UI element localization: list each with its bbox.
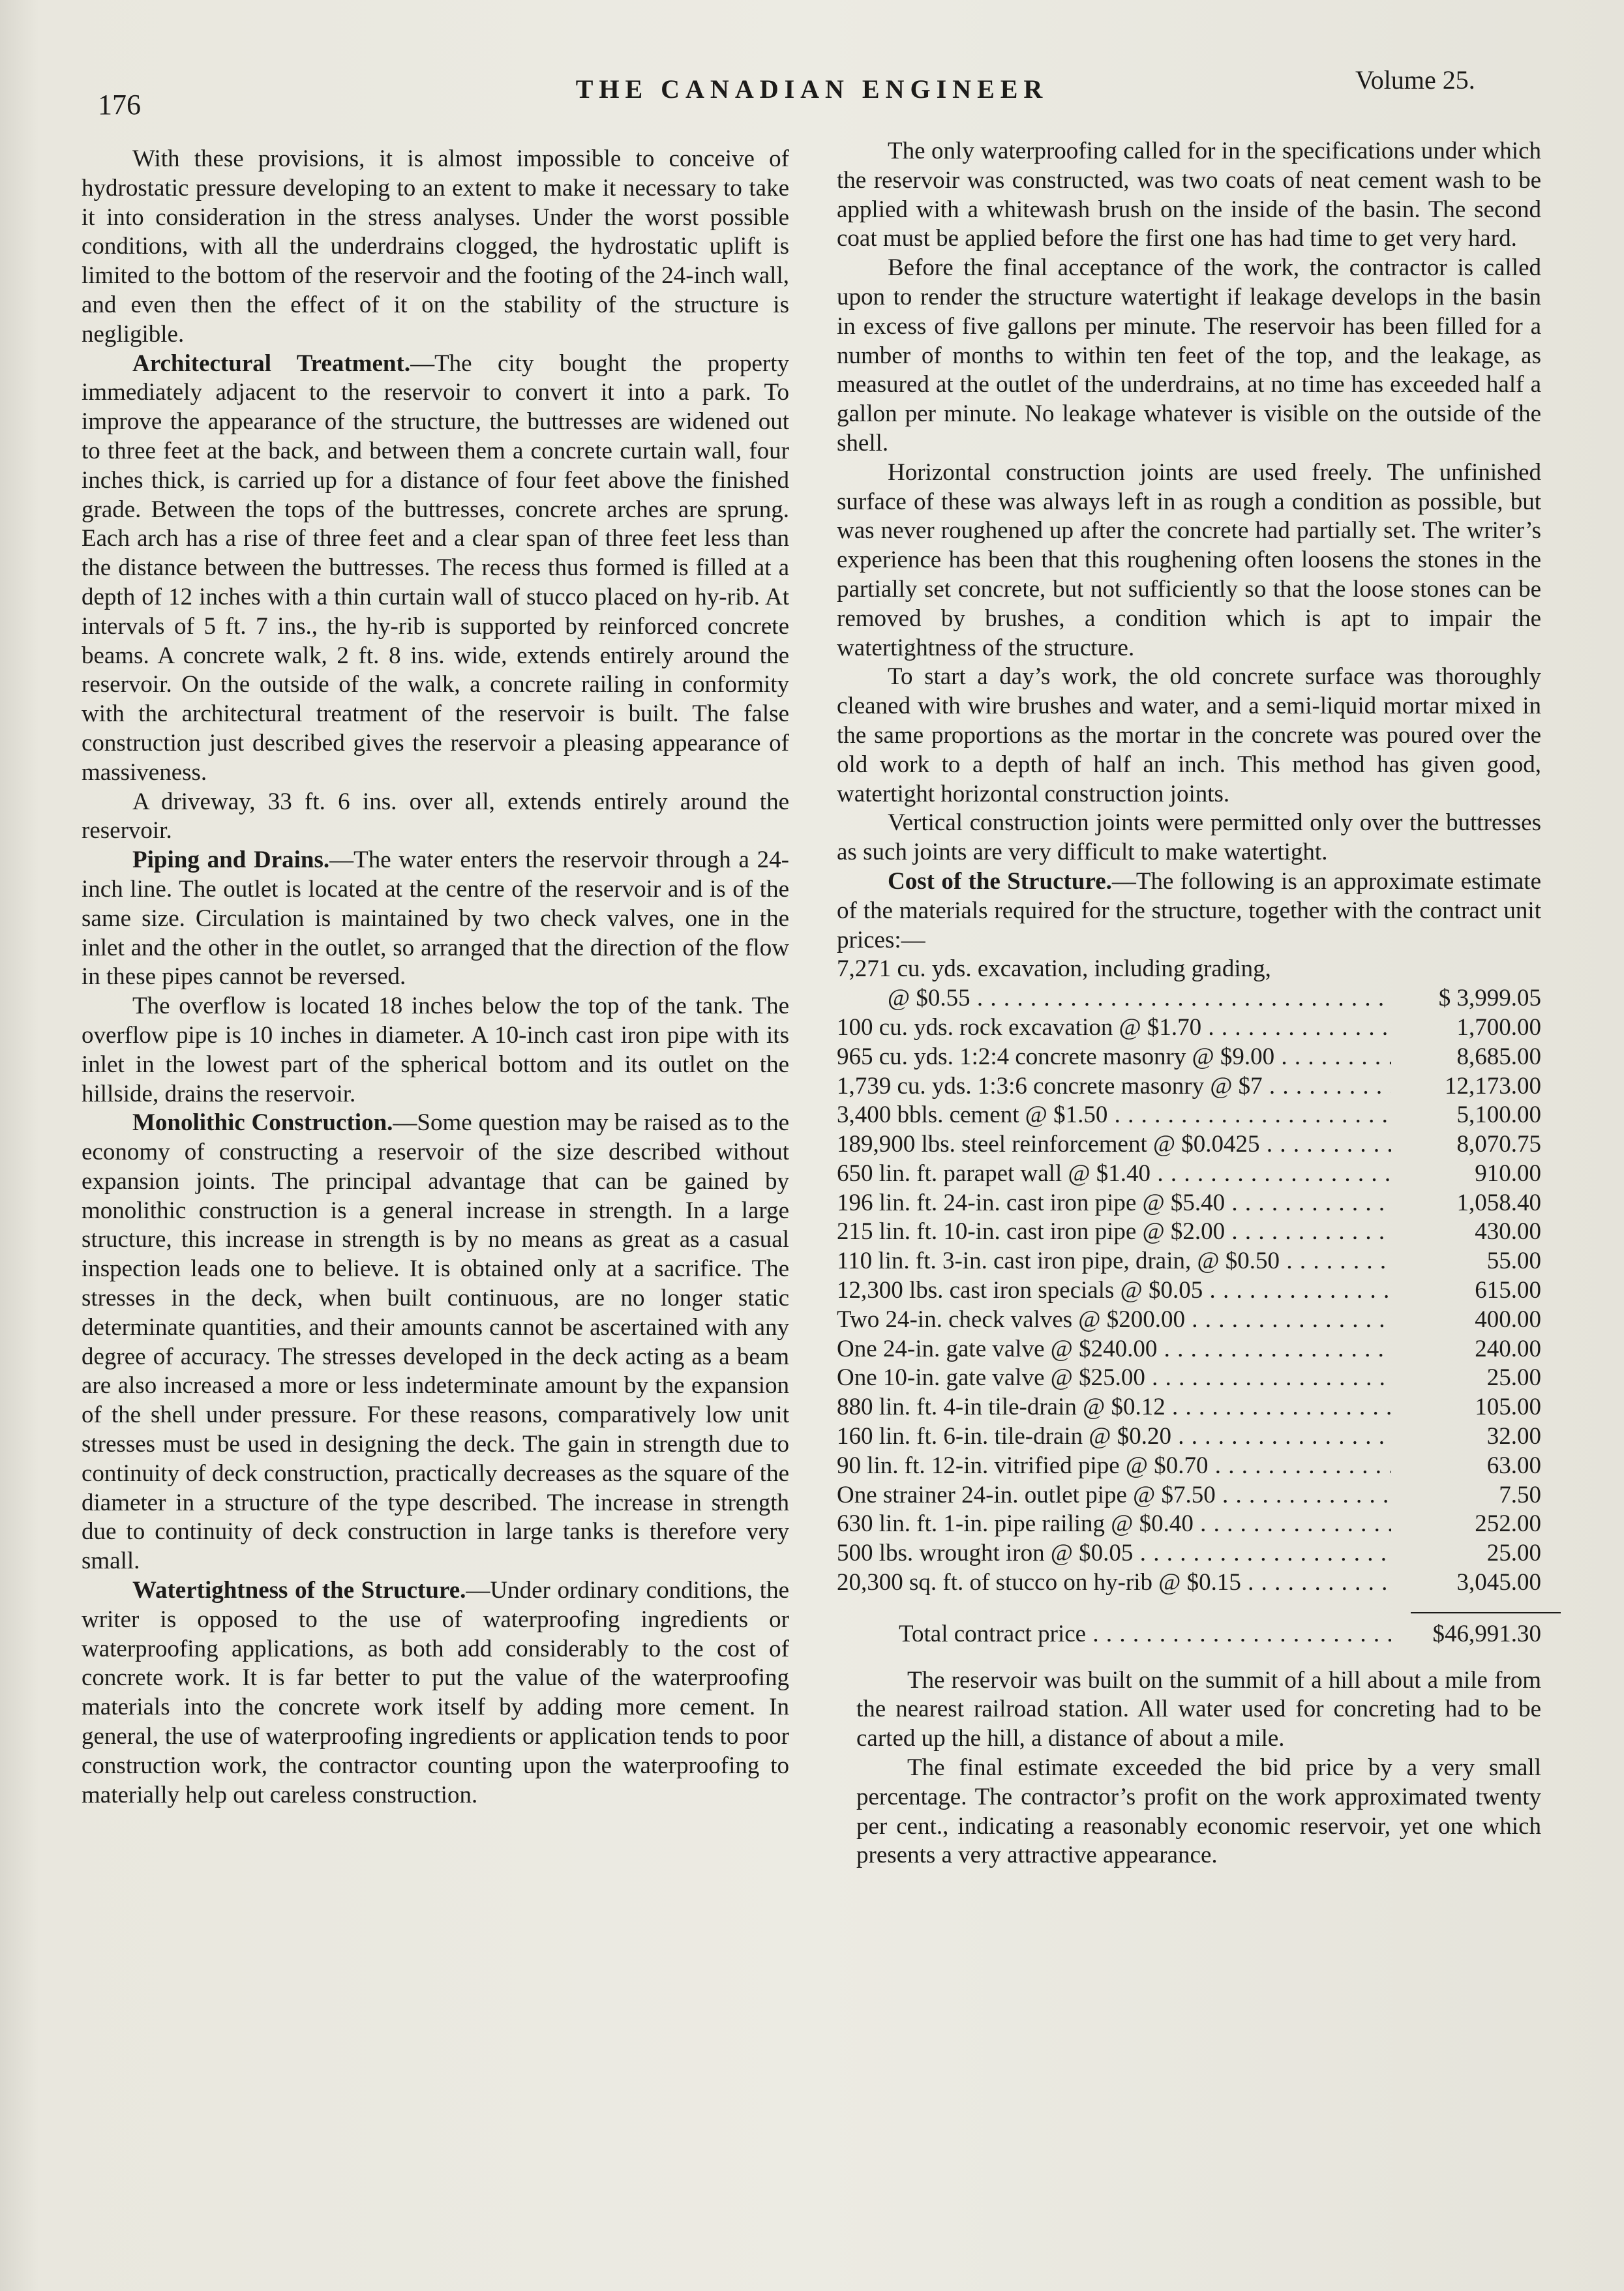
cost-item-amount: 63.00 [1486,1452,1541,1479]
cost-item-description: 1,739 cu. yds. 1:3:6 concrete masonry @ $7 . . . [837,1072,1391,1101]
cost-row [837,1422,1541,1452]
total-amount: $46,991.30 [1432,1620,1541,1647]
cost-row-header [837,955,1541,984]
cost-item-description: 7,271 cu. yds. excavation, including grading, [837,955,1271,983]
paragraph-text: —The water enters the reservoir through a 24-inch line. The outlet is located at the centre of the reservoir and is of the same size. Circulation is maintained by two check valves, one in the inlet and the other in the outlet, so arranged that the direction of the flow in these pipes cannot be reversed. [82,846,789,991]
cost-item-description: 110 lin. ft. 3-in. cast iron pipe, drain, @ $0.50 . . . [837,1247,1391,1276]
cost-item-description: 189,900 lbs. steel reinforcement @ $0.0425 . . . [837,1130,1391,1160]
cost-row [837,1043,1541,1072]
cost-row [837,1335,1541,1364]
cost-item-amount: 1,058.40 [1456,1189,1541,1216]
total-label: Total contract price . . . [899,1620,1391,1649]
cost-item-amount: 55.00 [1486,1248,1541,1275]
cost-item-amount: 25.00 [1486,1364,1541,1392]
section-heading: Piping and Drains. [132,846,330,874]
cost-item-amount: 3,045.00 [1456,1569,1541,1596]
cost-row [837,1510,1541,1539]
cost-item-amount: 8,070.75 [1456,1131,1541,1158]
paragraph [837,867,1541,955]
paragraph: Vertical construction joints were permitted only over the buttresses as such joints are very difficult to make watertight. [837,809,1541,866]
cost-row [837,984,1541,1013]
cost-item-description: 20,300 sq. ft. of stucco on hy-rib @ $0.15 . . . [837,1568,1391,1598]
paragraph: Horizontal construction joints are used freely. The unfinished surface of these was always left in as rough a condition as possible, but was never roughened up after the concrete had partially set. The writer’s experience has been that this roughening often loosens the stones in the partially set concrete, but not sufficiently so that the loose stones can be removed by brushes, a condition which is apt to impair the watertightness of the structure. [837,458,1541,661]
left-column [82,145,789,1810]
cost-row [837,1568,1541,1598]
paragraph-text: —Under ordinary conditions, the writer is opposed to the use of waterproofing ingredients or waterproofing applications, as both add considerably to the cost of concrete work. It is far better to put the value of the waterproofing materials into the concrete work itself by adding more cement. In general, the use of waterproofing ingredients or application tends to poor construction work, the contractor counting upon the waterproofing to materially help out careless construction. [82,1577,790,1808]
journal-title: THE CANADIAN ENGINEER [575,74,1049,104]
cost-item-amount: $ 3,999.05 [1438,985,1541,1012]
cost-row [837,1218,1541,1247]
volume-label: Volume 25. [1355,65,1475,95]
paragraph: Before the final acceptance of the work, the contractor is called upon to render the structure watertight if leakage develops in the basin in excess of five gallons per minute. The reservoir has been filled for a number of months to within ten feet of the top, and the leakage, as measured at the outlet of the underdrains, at no time has exceeded half a gallon per minute. No leakage whatever is visible on the outside of the shell. [837,254,1541,457]
cost-item-amount: 25.00 [1486,1540,1541,1567]
paragraph [82,846,789,992]
cost-item-amount: 1,700.00 [1456,1013,1541,1041]
section-heading: Monolithic Construction. [132,1109,393,1137]
cost-row [837,1013,1541,1043]
cost-item-amount: 8,685.00 [1456,1043,1541,1070]
paragraph: The only waterproofing called for in the specifications under which the reservoir was constructed, was two coats of neat cement wash to be applied with a whitewash brush on the inside of the basin. The second coat must be applied before the first one has had time to get very hard. [837,138,1541,252]
cost-item-amount: 32.00 [1486,1423,1541,1450]
section-heading: Cost of the Structure. [888,867,1112,895]
cost-item-description: 630 lin. ft. 1-in. pipe railing @ $0.40 . . . [837,1510,1391,1539]
cost-row [837,1189,1541,1218]
cost-row [837,1072,1541,1101]
paragraph: The final estimate exceeded the bid price by a very small percentage. The contractor’s profit on the work approximated twenty per cent., indicating a reasonably economic reservoir, yet one which presents a very attractive appearance. [856,1754,1541,1869]
paragraph: The overflow is located 18 inches below the top of the tank. The overflow pipe is 10 inches in diameter. A 10-inch cast iron pipe with its inlet in the lowest part of the spherical bottom and its outlet on the hillside, drains the reservoir. [82,993,789,1107]
paragraph: To start a day’s work, the old concrete surface was thoroughly cleaned with wire brushes and water, and a semi-liquid mortar mixed in the same proportions as the mortar in the concrete was poured over the old work to a depth of half an inch. This method has given good, watertight horizontal construction joints. [837,663,1541,807]
cost-item-amount: 430.00 [1475,1218,1541,1246]
cost-item-description: Two 24-in. check valves @ $200.00 . . . [837,1306,1391,1335]
paragraph-text: —The following is an approximate estimate of the materials required for the structure, together with the contract unit prices:— [837,867,1541,953]
right-column [837,137,1541,1870]
cost-row [837,1481,1541,1510]
cost-item-amount: 12,173.00 [1445,1072,1541,1100]
paragraph [82,1576,789,1810]
cost-total-row [837,1620,1541,1649]
cost-item-description: 196 lin. ft. 24-in. cast iron pipe @ $5.40 . . . [837,1189,1391,1218]
closing-paragraphs [837,1666,1541,1871]
paragraph: The reservoir was built on the summit of a hill about a mile from the nearest railroad station. All water used for concreting had to be carted up the hill, a distance of about a mile. [856,1666,1541,1752]
paragraph-text: —The city bought the property immediately adjacent to the reservoir to convert it into a park. To improve the appearance of the structure, the buttresses are widened out to three feet at the back, and between them a concrete curtain wall, four inches thick, is carried up for a distance of four feet above the finished grade. Between the tops of the buttresses, concrete arches are sprung. Each arch has a rise of three feet and a clear span of three feet less than the distance between the buttresses. The recess thus formed is filled at a depth of 12 inches with a thin curtain wall of stucco placed on hy-rib. At intervals of 5 ft. 7 ins., the hy-rib is supported by reinforced concrete beams. A concrete walk, 2 ft. 8 ins. wide, extends entirely around the reservoir. On the outside of the walk, a concrete railing in conformity with the architectural treatment of the reservoir is built. The false construction just described gives the reservoir a pleasing appearance of massiveness. [82,350,789,786]
cost-item-description: 3,400 bbls. cement @ $1.50 . . . [837,1101,1391,1130]
paragraph [82,350,789,788]
cost-row [837,1393,1541,1422]
cost-row [837,1452,1541,1481]
paragraph [82,1109,789,1576]
cost-rows [837,984,1541,1598]
cost-item-amount: 252.00 [1475,1510,1541,1538]
cost-row [837,1160,1541,1189]
cost-item-description: 965 cu. yds. 1:2:4 concrete masonry @ $9.00 . . . [837,1043,1391,1072]
cost-row [837,1306,1541,1335]
cost-row [837,1101,1541,1130]
paragraph: A driveway, 33 ft. 6 ins. over all, extends entirely around the reservoir. [82,788,789,845]
paragraph: With these provisions, it is almost impossible to conceive of hydrostatic pressure developing to an extent to make it necessary to take it into consideration in the stress analyses. Under the worst possible conditions, with all the underdrains clogged, the hydrostatic uplift is limited to the bottom of the reservoir and the footing of the 24-inch wall, and even then the effect of it on the stability of the structure is negligible. [82,145,789,348]
cost-item-amount: 7.50 [1499,1481,1541,1508]
page-number: 176 [98,89,141,121]
cost-item-description: One 24-in. gate valve @ $240.00 . . . [837,1335,1391,1364]
cost-row [837,1539,1541,1568]
cost-item-amount: 615.00 [1475,1277,1541,1304]
cost-item-amount: 240.00 [1475,1335,1541,1362]
section-heading: Architectural Treatment. [132,350,411,377]
cost-item-description: One strainer 24-in. outlet pipe @ $7.50 . . . [837,1481,1391,1510]
cost-item-description: @ $0.55 . . . [888,984,1391,1013]
cost-item-description: 215 lin. ft. 10-in. cast iron pipe @ $2.00 . . . [837,1218,1391,1247]
cost-item-amount: 105.00 [1475,1394,1541,1421]
cost-item-description: One 10-in. gate valve @ $25.00 . . . [837,1364,1391,1393]
cost-table [837,955,1541,1649]
cost-item-description: 160 lin. ft. 6-in. tile-drain @ $0.20 . . . [837,1422,1391,1452]
cost-item-description: 650 lin. ft. parapet wall @ $1.40 . . . [837,1160,1391,1189]
total-rule [1411,1612,1561,1613]
cost-item-description: 90 lin. ft. 12-in. vitrified pipe @ $0.70 . . . [837,1452,1391,1481]
cost-item-description: 100 cu. yds. rock excavation @ $1.70 . . . [837,1013,1391,1043]
cost-row [837,1276,1541,1306]
cost-item-description: 500 lbs. wrought iron @ $0.05 . . . [837,1539,1391,1568]
cost-item-amount: 5,100.00 [1456,1101,1541,1129]
cost-row [837,1364,1541,1393]
cost-item-amount: 400.00 [1475,1306,1541,1333]
cost-item-description: 12,300 lbs. cast iron specials @ $0.05 . . . [837,1276,1391,1306]
cost-item-amount: 910.00 [1475,1160,1541,1187]
section-heading: Watertightness of the Structure. [132,1577,466,1604]
paragraph-text: —Some question may be raised as to the economy of constructing a reservoir of the size described without expansion joints. The principal advantage that can be gained by monolithic construction is a general increase in strength. In a large structure, this increase in strength is by no means as great as a casual inspection leads one to believe. It is obtained only at a sacrifice. The stresses in the deck, when built continuous, are no longer static determinate quantities, and their amounts cannot be ascertained with any degree of accuracy. The stresses developed in the deck acting as a beam are also increased a more or less indeterminate amount by the expansion of the shell under pressure. For these reasons, comparatively low unit stresses must be used in designing the deck. The gain in strength due to continuity of deck construction, practically decreases as the square of the diameter in a structure of the type described. The increase in strength due to continuity of deck construction in large tanks is therefore very small. [82,1109,790,1575]
cost-row [837,1130,1541,1160]
page-header [0,62,1624,121]
cost-row [837,1247,1541,1276]
cost-item-description: 880 lin. ft. 4-in tile-drain @ $0.12 . . . [837,1393,1391,1422]
